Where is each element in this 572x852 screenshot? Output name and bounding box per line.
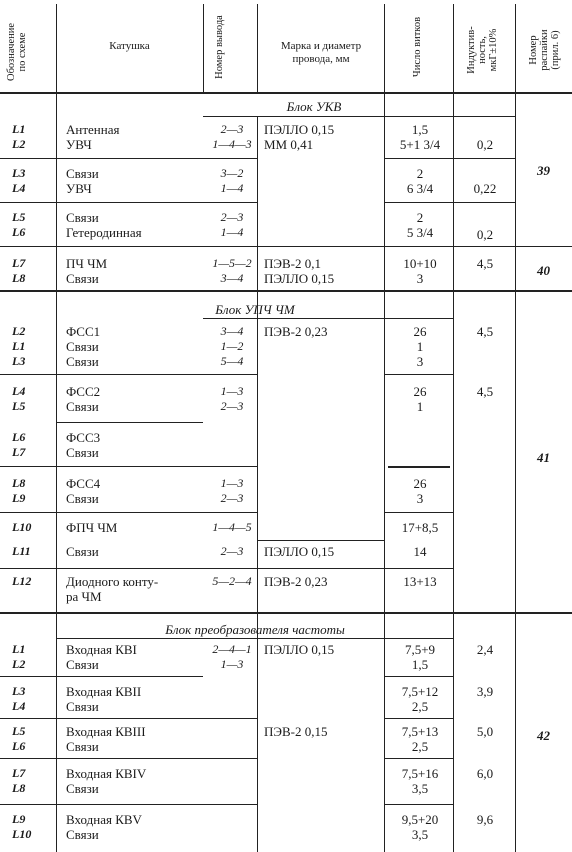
turns: 26 1 3 bbox=[413, 324, 427, 369]
inductance: 5,0 bbox=[476, 724, 494, 739]
pin-numbers: 3—4 1—2 5—4 bbox=[220, 324, 244, 368]
inductance: 0,2 bbox=[476, 227, 494, 242]
col-divider bbox=[257, 4, 258, 92]
row-rule bbox=[0, 374, 257, 375]
header-pin-number: Номер вывода bbox=[214, 15, 225, 79]
section-title-ukv: Блок УКВ bbox=[286, 99, 342, 114]
designation: L11 bbox=[12, 544, 31, 558]
designation: L3 L4 bbox=[12, 166, 26, 195]
row-rule bbox=[384, 374, 454, 375]
col-divider bbox=[515, 4, 516, 852]
turns: 7,5+16 3,5 bbox=[401, 766, 439, 796]
wire-spec: ПЭВ-2 0,23 bbox=[264, 324, 328, 339]
pin-numbers: 3—2 1—4 bbox=[220, 166, 244, 195]
section-rule bbox=[203, 116, 515, 117]
row-rule bbox=[384, 512, 454, 513]
turns: 7,5+13 2,5 bbox=[401, 724, 439, 754]
row-rule bbox=[0, 718, 257, 719]
header-wire: Марка и диаметр провода, мм bbox=[280, 40, 362, 65]
row-rule bbox=[0, 466, 257, 467]
turns: 26 3 bbox=[413, 476, 427, 506]
designation: L8 L9 bbox=[12, 476, 26, 505]
header-designation: Обозначение по схеме bbox=[6, 22, 28, 82]
turns: 26 1 bbox=[413, 384, 427, 414]
row-rule bbox=[257, 540, 384, 541]
designation: L4 L5 bbox=[12, 384, 26, 413]
turns: 7,5+9 1,5 bbox=[404, 642, 436, 672]
inductance: 4,5 bbox=[476, 256, 494, 271]
coil-name: Диодного конту- ра ЧМ bbox=[66, 574, 159, 604]
header-inductance: Индуктив- ность, мкГ±10% bbox=[466, 26, 499, 74]
designation: L10 bbox=[12, 520, 32, 534]
designation: L7 L8 bbox=[12, 766, 26, 795]
turns: 17+8,5 bbox=[401, 520, 439, 535]
inductance: 0,2 bbox=[476, 137, 494, 152]
designation: L9 L10 bbox=[12, 812, 32, 841]
row-rule bbox=[0, 202, 257, 203]
header-coil: Катушка bbox=[109, 40, 150, 52]
designation: L3 L4 bbox=[12, 684, 26, 713]
row-rule bbox=[0, 804, 257, 805]
row-rule bbox=[388, 466, 450, 468]
designation: L2 L1 L3 bbox=[12, 324, 26, 368]
designation: L6 L7 bbox=[12, 430, 26, 459]
row-rule bbox=[384, 676, 454, 677]
designation: L12 bbox=[12, 574, 32, 588]
pin-numbers: 2—3 1—4—3 bbox=[212, 122, 252, 151]
pin-numbers: 1—3 2—3 bbox=[220, 476, 244, 505]
row-rule bbox=[56, 422, 203, 423]
coil-name: Входная КВV Связи bbox=[66, 812, 142, 842]
row-rule bbox=[0, 758, 257, 759]
inductance: 9,6 bbox=[476, 812, 494, 827]
turns: 9,5+20 3,5 bbox=[401, 812, 439, 842]
row-rule bbox=[0, 676, 203, 677]
turns: 2 6 3/4 bbox=[406, 166, 434, 196]
designation: L1 L2 bbox=[12, 642, 26, 671]
coil-name: ФПЧ ЧМ bbox=[66, 520, 118, 535]
wire-spec: ПЭЛЛО 0,15 bbox=[264, 642, 335, 657]
turns: 14 bbox=[413, 544, 427, 559]
turns: 7,5+12 2,5 bbox=[401, 684, 439, 714]
row-rule bbox=[384, 202, 515, 203]
row-rule bbox=[0, 246, 572, 247]
tap-number: 41 bbox=[537, 450, 550, 465]
inductance: 4,5 bbox=[476, 324, 494, 339]
wire-spec: ПЭВ-2 0,15 bbox=[264, 724, 328, 739]
section-title-converter: Блок преобразователя частоты bbox=[165, 622, 345, 637]
coil-name: ПЧ ЧМ Связи bbox=[66, 256, 108, 286]
pin-numbers: 1—5—2 3—4 bbox=[212, 256, 252, 285]
pin-numbers: 1—3 2—3 bbox=[220, 384, 244, 413]
tap-number: 39 bbox=[537, 163, 550, 178]
coil-name: Связи Гетеродинная bbox=[66, 210, 142, 240]
designation: L5 L6 bbox=[12, 724, 26, 753]
header-turns: Число витков bbox=[412, 16, 423, 78]
coil-name: ФСС2 Связи bbox=[66, 384, 101, 414]
row-rule bbox=[384, 758, 454, 759]
section-rule bbox=[0, 290, 572, 292]
row-rule bbox=[0, 158, 257, 159]
pin-numbers: 2—4—1 1—3 bbox=[212, 642, 252, 671]
pin-numbers: 5—2—4 bbox=[212, 574, 252, 588]
coil-name: Входная КВII Связи bbox=[66, 684, 142, 714]
inductance: 4,5 bbox=[476, 384, 494, 399]
header-rule bbox=[0, 92, 572, 94]
coil-name: Связи bbox=[66, 544, 99, 559]
pin-numbers: 2—3 bbox=[220, 544, 244, 558]
coil-name: Входная КВIII Связи bbox=[66, 724, 146, 754]
col-divider bbox=[203, 4, 204, 92]
wire-spec: ПЭЛЛО 0,15 ММ 0,41 bbox=[264, 122, 335, 152]
row-rule bbox=[0, 512, 257, 513]
designation: L5 L6 bbox=[12, 210, 26, 239]
row-rule bbox=[0, 568, 454, 569]
section-rule bbox=[56, 638, 454, 639]
col-divider bbox=[56, 4, 57, 852]
wire-spec: ПЭЛЛО 0,15 bbox=[264, 544, 335, 559]
row-rule bbox=[384, 718, 454, 719]
col-divider bbox=[384, 4, 385, 852]
pin-numbers: 2—3 1—4 bbox=[220, 210, 244, 239]
coil-name: Входная КВI Связи bbox=[66, 642, 137, 672]
row-rule bbox=[384, 158, 515, 159]
turns: 13+13 bbox=[403, 574, 437, 589]
coil-name: Связи УВЧ bbox=[66, 166, 99, 196]
inductance: 2,4 bbox=[476, 642, 494, 657]
turns: 10+10 3 bbox=[403, 256, 437, 286]
tap-number: 42 bbox=[537, 728, 550, 743]
inductance: 6,0 bbox=[476, 766, 494, 781]
inductance: 3,9 bbox=[476, 684, 494, 699]
coil-name: ФСС4 Связи bbox=[66, 476, 101, 506]
inductance: 0,22 bbox=[473, 181, 497, 196]
designation: L1 L2 bbox=[12, 122, 26, 151]
designation: L7 L8 bbox=[12, 256, 26, 285]
header-tap-number: Номер распайки (прил. 6) bbox=[528, 29, 561, 71]
row-rule bbox=[384, 804, 454, 805]
tap-number: 40 bbox=[537, 263, 550, 278]
wire-spec: ПЭВ-2 0,1 ПЭЛЛО 0,15 bbox=[264, 256, 335, 286]
coil-name: Входная КВIV Связи bbox=[66, 766, 147, 796]
section-rule bbox=[203, 318, 454, 319]
wire-spec: ПЭВ-2 0,23 bbox=[264, 574, 328, 589]
section-rule bbox=[0, 612, 572, 614]
coil-name: ФСС3 Связи bbox=[66, 430, 101, 460]
pin-numbers: 1—4—5 bbox=[212, 520, 252, 534]
coil-name: Антенная УВЧ bbox=[66, 122, 120, 152]
section-title-upch: Блок УПЧ ЧМ bbox=[215, 302, 295, 317]
turns: 2 5 3/4 bbox=[406, 210, 434, 240]
turns: 1,5 5+1 3/4 bbox=[399, 122, 441, 152]
coil-name: ФСС1 Связи Связи bbox=[66, 324, 101, 369]
